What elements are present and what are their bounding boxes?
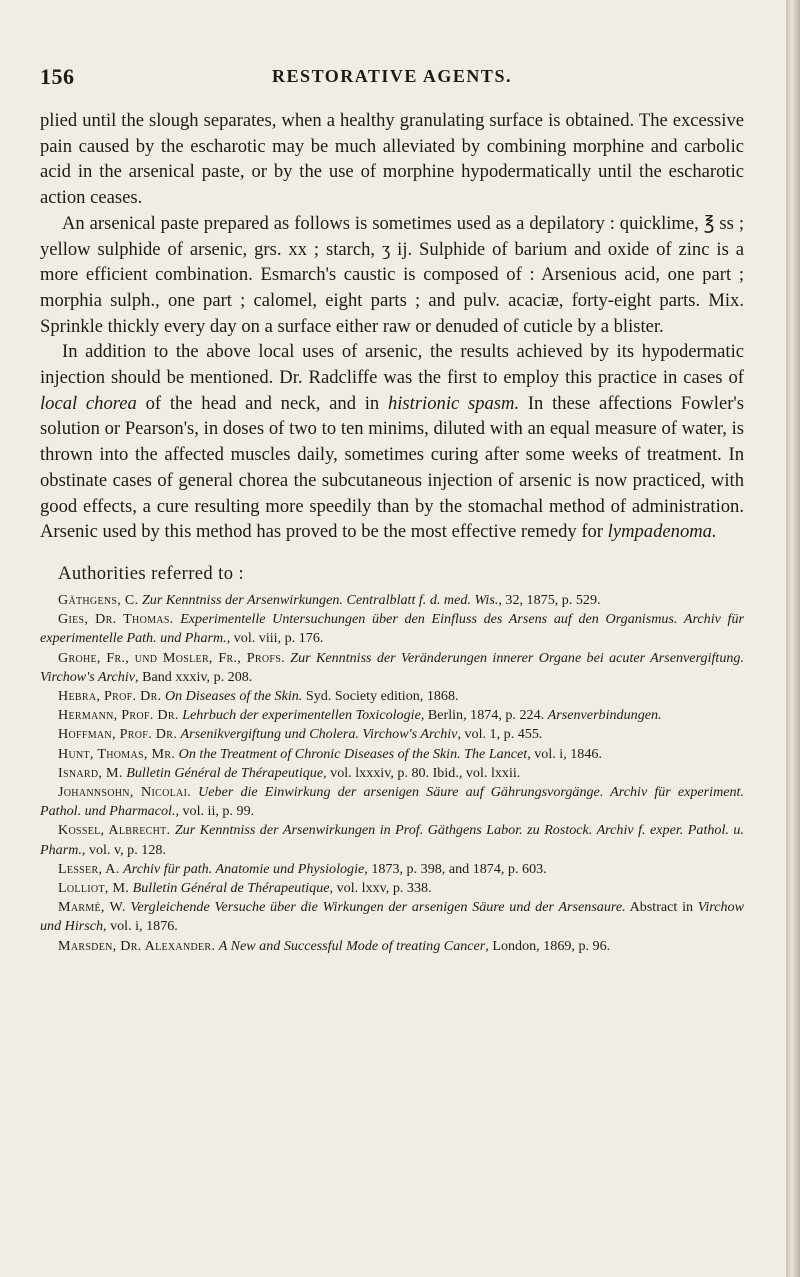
reference-author: Kossel, Albrecht. [58, 822, 171, 839]
italic-text: Arsenikvergiftung und Cholera. Virchow's Archiv [180, 726, 458, 743]
reference-entry [40, 725, 744, 744]
reference-author: Hunt, Thomas, Mr. [58, 745, 176, 762]
reference-entry [40, 937, 744, 956]
paragraph [40, 211, 744, 340]
reference-entry [40, 860, 744, 879]
text-run: , vol. viii, p. 176. [226, 630, 324, 647]
italic-text: Bulletin Général de Thérapeutique [132, 880, 330, 896]
text-run: , vol. i, 1846. [527, 745, 602, 762]
reference-author: Hermann, Prof. Dr. [58, 707, 179, 724]
text-run: Abstract in [625, 899, 698, 916]
italic-text: Virchow und Hirsch [40, 899, 744, 935]
paragraph [40, 339, 744, 545]
text-run: , vol. lxxv, p. 338. [329, 880, 432, 896]
reference-author: Johannsohn, Nicolai. [58, 783, 192, 800]
reference-author: Marsden, Dr. Alexander. [58, 937, 216, 954]
italic-text: local chorea [40, 392, 137, 414]
italic-text: Lehrbuch der experimentellen Toxicologie [182, 707, 421, 724]
text-run: of the head and neck, and in [136, 392, 388, 414]
text-run: , Band xxxiv, p. 208. [135, 668, 253, 685]
reference-entry [40, 821, 744, 859]
reference-author: Hoffman, Prof. Dr. [58, 726, 178, 743]
reference-entry [40, 687, 744, 706]
page-number: 156 [40, 64, 75, 89]
text-run: , vol. i, 1876. [103, 918, 178, 935]
reference-entry [40, 610, 744, 648]
italic-text: Zur Kenntniss der Arsenwirkungen in Prof. Gäthgens Labor. zu Rostock. Archiv f. exper. Pathol. u. Pharm. [40, 822, 744, 858]
italic-text: Bulletin Général de Thérapeutique [126, 764, 324, 781]
italic-text: Ueber die Einwirkung der arsenigen Säure auf Gährungsvorgänge. Archiv für experiment. Pathol. und Pharmacol. [40, 783, 744, 820]
references-list [40, 591, 744, 956]
reference-entry [40, 783, 744, 821]
italic-text: On the Treatment of Chronic Diseases of the Skin. The Lancet [178, 745, 528, 762]
reference-author: Grohe, Fr., und Mosler, Fr., Profs. [58, 649, 285, 666]
italic-text: Experimentelle Untersuchungen über den Einfluss des Arsens auf den Organismus. Archiv für experimentelle Path. und Pharm. [40, 611, 745, 647]
reference-author: Gies, Dr. Thomas. [58, 611, 174, 628]
reference-author: Marmé, W. [58, 899, 126, 916]
text-run: In addition to the above local uses of arsenic, the results achieved by its hypodermatic injection should be mentioned. Dr. Radcliffe was the first to employ this practice in cases of [40, 341, 744, 389]
reference-entry [40, 591, 744, 610]
reference-author: Hebra, Prof. Dr. [58, 687, 162, 704]
reference-author: Isnard, M. [58, 764, 123, 781]
running-head [40, 64, 744, 108]
text-run: , vol. v, p. 128. [81, 841, 166, 858]
italic-text: Vergleichende Versuche über die Wirkungen der arsenigen Säure und der Arsensaure. [130, 899, 626, 916]
reference-author: Lolliot, M. [58, 880, 130, 896]
italic-text: Zur Kenntniss der Veränderungen innerer Organe bei acuter Arsenvergiftung. Virchow's Archiv [40, 649, 744, 685]
reference-entry [40, 745, 744, 764]
reference-entry [40, 898, 744, 936]
italic-text: histrionic spasm. [387, 392, 520, 414]
italic-text: Archiv für path. Anatomie und Physiologie [123, 860, 365, 877]
italic-text: A New and Successful Mode of treating Cancer [218, 937, 486, 954]
text-run: , 1873, p. 398, and 1874, p. 603. [364, 860, 547, 877]
text-run: , London, 1869, p. 96. [485, 937, 611, 954]
reference-entry [40, 764, 744, 783]
reference-entry [40, 706, 744, 725]
text-run: , vol. lxxxiv, p. 80. Ibid., vol. lxxii. [323, 764, 521, 781]
reference-entry [40, 649, 744, 687]
book-page [40, 64, 744, 956]
reference-author: Lesser, A. [58, 860, 120, 877]
text-run: , Berlin, 1874, p. 224. [420, 707, 548, 724]
italic-text: Arsenverbindungen. [547, 707, 662, 724]
text-run: , 32, 1875, p. 529. [498, 591, 601, 608]
paragraph [40, 108, 744, 211]
page-edge [786, 0, 800, 1277]
text-run: In these affections Fowler's solution or Pearson's, in doses of two to ten minims, diluted with an equal measure of water, is thrown into the affected muscles daily, sometimes curing after some weeks of treatment. In obstinate cases of general chorea the subcutaneous injection of arsenic is now practiced, with good effects, a cure resulting more speedily than by the stomachal method of administration. Arsenic used by this method has proved to be the most effective remedy for [40, 392, 744, 543]
reference-author: Gäthgens, C. [58, 591, 139, 608]
italic-text: On Diseases of the Skin. [164, 687, 303, 704]
references-heading: Authorities referred to : [58, 562, 245, 584]
text-run: , vol. ii, p. 99. [175, 803, 255, 820]
text-run: Syd. Society edition, 1868. [302, 687, 459, 704]
reference-entry [40, 879, 744, 898]
italic-text: Zur Kenntniss der Arsenwirkungen. Centralblatt f. d. med. Wis. [141, 591, 499, 608]
text-run: plied until the slough separates, when a healthy granulating surface is obtained. The excessive pain caused by the escharotic may be much alleviated by combining morphine and carbolic acid in the arsenical paste, or by the use of morphine hypodermatically until the escharotic action ceases. [40, 110, 744, 209]
italic-text: lympadenoma. [607, 521, 717, 543]
running-title: RESTORATIVE AGENTS. [272, 66, 512, 86]
text-run: An arsenical paste prepared as follows is sometimes used as a depilatory : quicklime, ℥ ss ; yellow sulphide of arsenic, grs. xx ; starch, ʒ ij. Sulphide of barium and oxide of zinc is a more efficient combination. Esmarch's caustic is composed of : Arsenious acid, one part ; morphia sulph., one part ; calomel, eight parts ; and pulv. acaciæ, forty-eight parts. Mix. Sprinkle thickly every day on a surface either raw or denuded of cuticle by a blister. [40, 212, 744, 337]
text-run: , vol. 1, p. 455. [457, 726, 543, 743]
body-text [40, 108, 744, 545]
